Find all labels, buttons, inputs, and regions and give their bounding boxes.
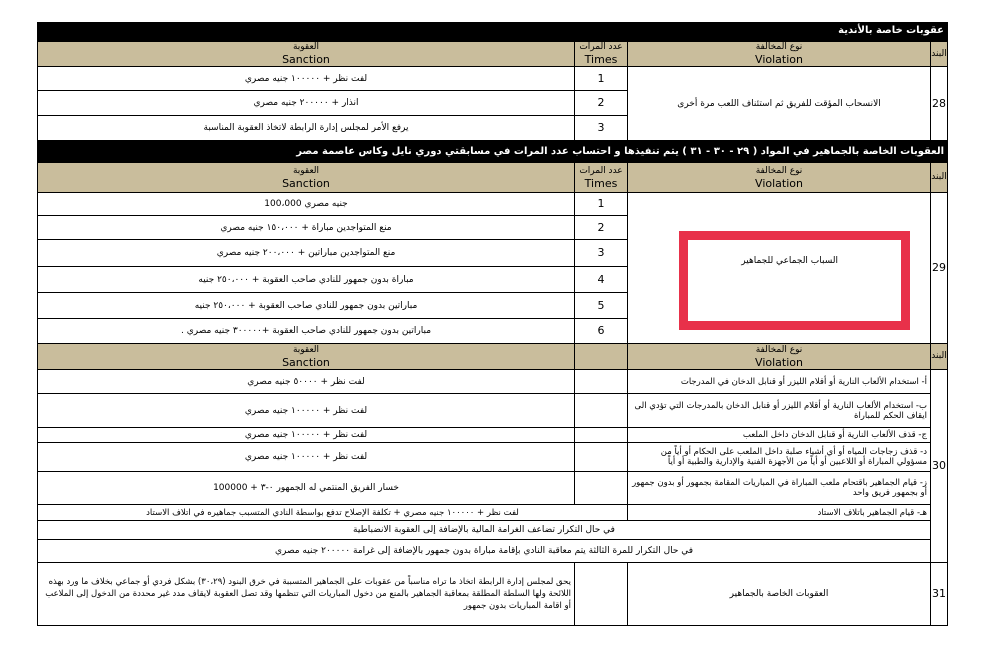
header-violation-en: Violation: [755, 355, 803, 369]
violation-cell: د- قذف زجاجات المياه أو أي أشياء صلبة داخل الملعب على الحكام أو أياً من مسؤولي المباراة أو اللاعبين أو أياً من الأجهزة الفنية والإدارية والطبية أو أياً: [627, 442, 931, 472]
sanction-cell: لفت نظر + ١٠٠٠٠٠ جنيه مصري: [37, 393, 575, 428]
header-sanction-en: Sanction: [282, 176, 330, 190]
header-times-en: Times: [584, 176, 618, 190]
header-times-en: Times: [584, 53, 618, 66]
header-violation: [627, 343, 931, 370]
sanction-cell: مباراتين بدون جمهور للنادي صاحب العقوبة +٣٠٠٠٠٠ جنيه مصري .: [37, 318, 575, 344]
sanction-cell: لفت نظر + ١٠٠٠٠٠ جنيه مصري: [37, 442, 575, 472]
header-item-label: البند: [931, 48, 947, 59]
violation-cell: الانسحاب المؤقت للفريق ثم استئناف اللعب مرة أخرى: [627, 66, 931, 141]
header-sanction: [37, 41, 575, 67]
times-cell: 5: [574, 292, 628, 319]
header-violation-ar: نوع المخالفة: [755, 42, 803, 52]
times-cell: 1: [574, 66, 628, 91]
times-cell: 3: [574, 239, 628, 267]
header-times: [574, 162, 628, 193]
violation-cell: [627, 192, 931, 344]
sanction-cell: جنيه مصري 100،000: [37, 192, 575, 216]
times-cell: [574, 562, 628, 626]
section-title-fans: العقوبات الخاصة بالجماهير في المواد ( ٢٩ - ٣٠ - ٣١ ) يتم تنفيذها و احتساب عدد المرات في مسابقتي دوري نايل وكاس عاصمة مصر: [37, 141, 948, 162]
sanction-cell: لفت نظر + ١٠٠٠٠٠ جنيه مصري: [37, 427, 575, 443]
times-cell: 3: [574, 115, 628, 141]
header-sanction: [37, 162, 575, 193]
violation-label: السباب الجماعي للجماهير: [741, 256, 838, 266]
header-sanction-ar: العقوبة: [292, 42, 320, 52]
header-item: [930, 162, 948, 193]
highlight-box: [679, 231, 910, 330]
header-violation-en: Violation: [755, 176, 803, 190]
violation-cell: هـ- قيام الجماهير باتلاف الاستاد: [627, 504, 931, 521]
times-cell: [574, 427, 628, 443]
header-violation-ar: نوع المخالفة: [755, 344, 803, 355]
sanction-cell: مباراة بدون جمهور للنادي صاحب العقوبة + ٢٥٠،٠٠٠ جنيه: [37, 266, 575, 293]
violation-cell: ز- قيام الجماهير باقتحام ملعب المباراة في المباريات المقامة بجمهور أو بدون جمهور أو بجمهور فريق واحد: [627, 471, 931, 505]
sanction-cell: منع المتواجدين مباراتين + ٢٠٠،٠٠٠ جنيه مصري: [37, 239, 575, 267]
sanction-cell: منع المتواجدين مباراة + ١٥٠،٠٠٠ جنيه مصري: [37, 215, 575, 240]
section-title-clubs: عقوبات خاصة بالأندية: [37, 22, 948, 41]
header-sanction-en: Sanction: [282, 355, 330, 369]
header-violation: [627, 162, 931, 193]
header-violation-ar: نوع المخالفة: [755, 165, 803, 176]
item-number: 31: [930, 562, 948, 626]
violation-cell: أ- استخدام الألعاب النارية أو أقلام الليزر أو قنابل الدخان في المدرجات: [627, 369, 931, 394]
header-times-empty: [574, 343, 628, 370]
times-cell: [574, 369, 628, 394]
times-cell: 6: [574, 318, 628, 344]
header-item-label: البند: [931, 351, 947, 361]
times-cell: 4: [574, 266, 628, 293]
sanction-cell: خسار الفريق المنتمي له الجمهور ٠-٣ + 100000: [37, 471, 575, 505]
violation-cell: ج- قذف الألعاب النارية أو قنابل الدخان داخل الملعب: [627, 427, 931, 443]
header-sanction-en: Sanction: [282, 53, 330, 66]
sanction-cell: لفت نظر + ١٠٠٠٠٠ جنيه مصري: [37, 66, 575, 91]
header-violation: [627, 41, 931, 67]
times-cell: [574, 442, 628, 472]
repeat-note: في حال التكرار تضاعف الغرامة المالية بالإضافة إلى العقوبة الانضباطية: [37, 520, 931, 540]
violation-cell: ب- استخدام الألعاب النارية أو أقلام الليزر أو قنابل الدخان بالمدرجات التي تؤدي الى ايقاف الحكم للمباراة: [627, 393, 931, 428]
sanction-cell: لفت نظر + ٥٠٠٠٠ جنيه مصري: [37, 369, 575, 394]
header-times: [574, 41, 628, 67]
item-number: 28: [930, 66, 948, 141]
header-item-label: البند: [931, 172, 947, 182]
times-cell: [574, 393, 628, 428]
item-number: 29: [930, 192, 948, 344]
header-item: [930, 41, 948, 67]
header-sanction-ar: العقوبة: [292, 165, 320, 176]
times-cell: 2: [574, 90, 628, 116]
header-violation-en: Violation: [755, 53, 803, 66]
times-cell: [574, 471, 628, 505]
sanctions-table: [37, 22, 948, 626]
item-number: 30: [930, 369, 948, 563]
times-cell: 1: [574, 192, 628, 216]
violation-cell: العقوبات الخاصة بالجماهير: [627, 562, 931, 626]
sanction-cell: يرفع الأمر لمجلس إدارة الرابطة لاتخاذ العقوبة المناسبة: [37, 115, 575, 141]
sanction-cell: انذار + ٢٠٠٠٠٠ جنيه مصري: [37, 90, 575, 116]
header-times-ar: عدد المرات: [579, 165, 623, 176]
sanction-cell: يحق لمجلس إدارة الرابطة اتخاذ ما تراه مناسباً من عقوبات على الجماهير المتسببة في خرق البنود (٣٠،٢٩) بشكل فردي أو جماعي بخلاف ما ورد بهذه اللائحة ولها السلطة المطلقة بمعاقبة الجماهير بالمنع من دخول المباريات التي تنظمها وقد تصل العقوبة لايقاف مدد غير محددة من الدخول إلى الملاعب أو اقامة المباريات بدون جمهور: [37, 562, 575, 626]
repeat-note: في حال التكرار للمرة الثالثة يتم معاقبة النادي بإقامة مباراة بدون جمهور بالإضافة إلى غرامة ٢٠٠٠٠٠ جنيه مصري: [37, 539, 931, 563]
header-item: [930, 343, 948, 370]
header-sanction-ar: العقوبة: [292, 344, 320, 355]
header-times-ar: عدد المرات: [579, 42, 623, 52]
sanction-cell: لفت نظر + ١٠٠٠٠٠ جنيه مصري + تكلفة الإصلاح تدفع بواسطة النادي المتسبب جماهيره في اتلاف الاستاد: [37, 504, 628, 521]
header-sanction: [37, 343, 575, 370]
sanction-cell: مباراتين بدون جمهور للنادي صاحب العقوبة + ٢٥٠،٠٠٠ جنيه: [37, 292, 575, 319]
times-cell: 2: [574, 215, 628, 240]
